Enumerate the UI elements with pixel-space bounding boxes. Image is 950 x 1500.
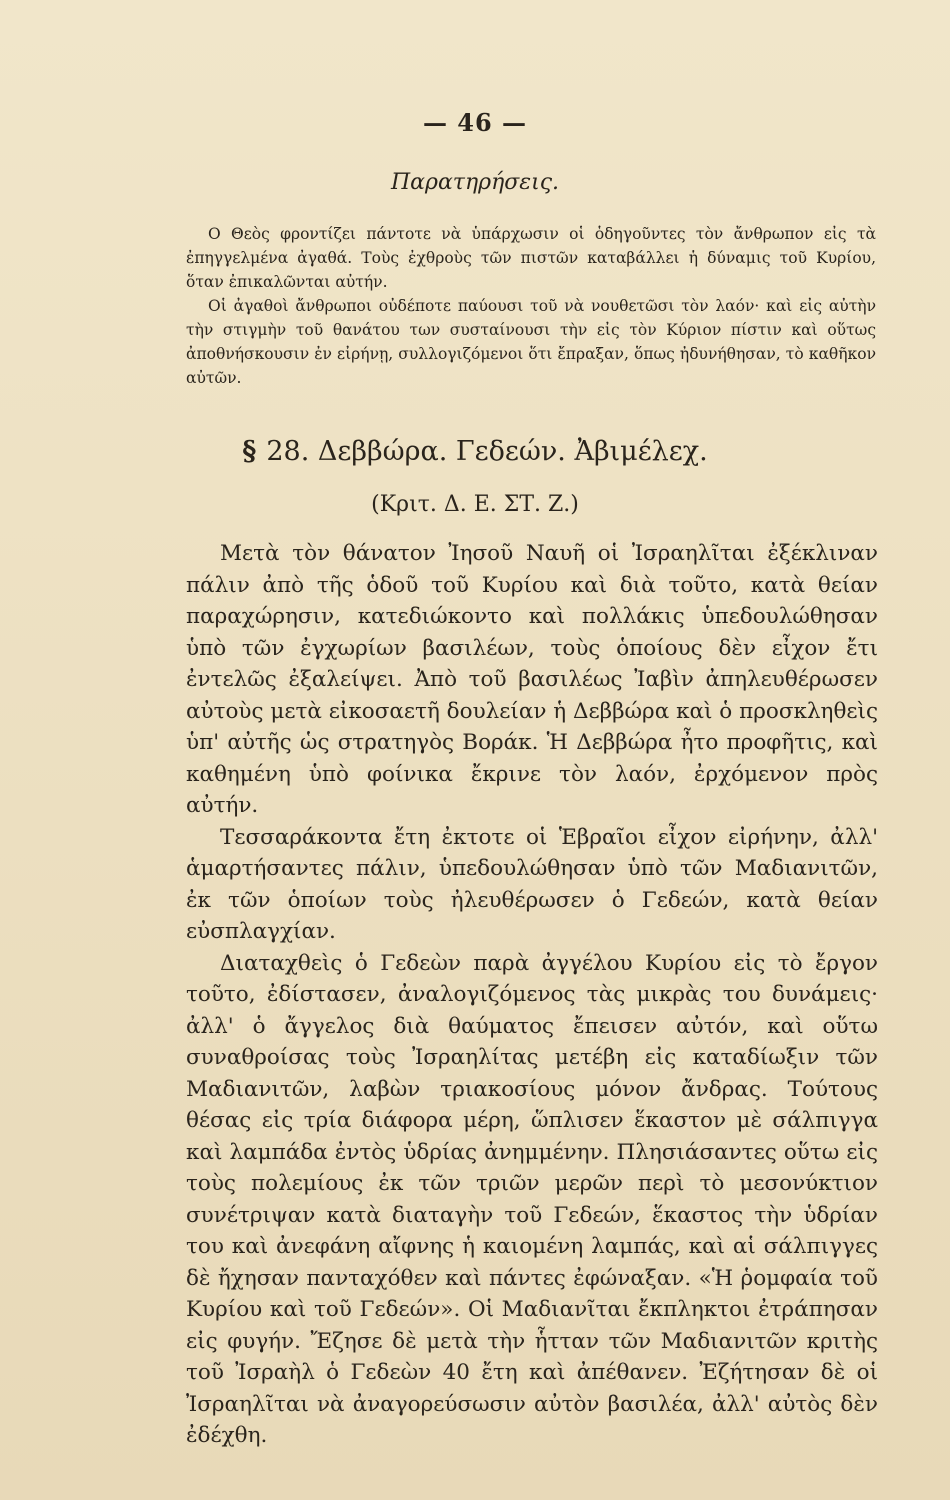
notes-block [186,222,876,390]
body-paragraph: Τεσσαράκοντα ἔτη ἐκτοτε οἱ Ἑβραῖοι εἶχον εἰρήνην, ἀλλ' ἁμαρτήσαντες πάλιν, ὑπεδουλώθησαν ὑπὸ τῶν Μαδιανιτῶν, ἐκ τῶν ὁποίων τοὺς ἠλευθέρωσεν ὁ Γεδεών, κατὰ θείαν εὐσπλαγχίαν. [186,824,878,944]
body-paragraph: Μετὰ τὸν θάνατον Ἰησοῦ Ναυῆ οἱ Ἰσραηλῖται ἐξέκλιναν πάλιν ἀπὸ τῆς ὁδοῦ τοῦ Κυρίου καὶ διὰ τοῦτο, κατὰ θείαν παραχώρησιν, κατεδιώκοντο καὶ πολλάκις ὑπεδουλώθησαν ὑπὸ τῶν ἐγχωρίων βασιλέων, τοὺς ὁποίους δὲν εἶχον ἔτι ἐντελῶς ἐξαλείψει. Ἀπὸ τοῦ βασιλέως Ἰαβὶν ἀπηλευθέρωσεν αὐτοὺς μετὰ εἰκοσαετῆ δουλείαν ἡ Δεββώρα καὶ ὁ προσκληθεὶς ὑπ' αὐτῆς ὡς στρατηγὸς Βοράκ. Ἡ Δεββώρα ἦτο προφῆτις, καὶ καθημένη ὑπὸ φοίνικα ἔκρινε τὸν λαόν, ἐρχόμενον πρὸς αὐτήν. [186,541,878,818]
body-paragraph: Διαταχθεὶς ὁ Γεδεὼν παρὰ ἀγγέλου Κυρίου εἰς τὸ ἔργον τοῦτο, ἐδίστασεν, ἀναλογιζόμενος τὰς μικρὰς του δυνάμεις· ἀλλ' ὁ ἄγγελος διὰ θαύματος ἔπεισεν αὐτόν, καὶ οὕτω συναθροίσας τοὺς Ἰσραηλίτας μετέβη εἰς καταδίωξιν τῶν Μαδιανιτῶν, λαβὼν τριακοσίους μόνον ἄνδρας. Τούτους θέσας εἰς τρία διάφορα μέρη, ὥπλισεν ἕκαστον μὲ σάλπιγγα καὶ λαμπάδα ἐντὸς ὑδρίας ἀνημμένην. Πλησιάσαντες οὕτω εἰς τοὺς πολεμίους ἐκ τῶν τριῶν μερῶν περὶ τὸ μεσονύκτιον συνέτριψαν κατὰ διαταγὴν τοῦ Γεδεών, ἕκαστος τὴν ὑδρίαν του καὶ ἀνεφάνη αἴφνης ἡ καιομένη λαμπάς, καὶ αἱ σάλπιγγες δὲ ἤχησαν πανταχόθεν καὶ πάντες ἐφώναξαν. «Ἡ ῥομφαία τοῦ Κυρίου καὶ τοῦ Γεδεών». Οἱ Μαδιανῖται ἔκπληκτοι ἐτράπησαν εἰς φυγήν. Ἔζησε δὲ μετὰ τὴν ἧτταν τῶν Μαδιανιτῶν κριτὴς τοῦ Ἰσραὴλ ὁ Γεδεὼν 40 ἔτη καὶ ἀπέθανεν. Ἐζήτησαν δὲ οἱ Ἰσραηλῖται νὰ ἀναγορεύσωσιν αὐτὸν βασιλέα, ἀλλ' αὐτὸς δὲν ἐδέχθη. [186,950,878,1448]
page-number: — 46 — [422,108,528,137]
scripture-reference: (Κριτ. Δ. Ε. ΣΤ. Ζ.) [371,492,579,517]
notes-heading: Παρατηρήσεις. [390,170,560,195]
section-title-text: 28. Δεββώρα. Γεδεών. Ἀβιμέλεχ. [266,436,708,467]
body-text [186,538,878,1452]
note-paragraph: Ο Θεὸς φροντίζει πάντοτε νὰ ὑπάρχωσιν οἱ ὁδηγοῦντες τὸν ἄνθρωπον εἰς τὰ ἐπηγγελμένα ἀγαθά. Τοὺς ἐχθροὺς τῶν πιστῶν καταβάλλει ἡ δύναμις τοῦ Κυρίου, ὅταν ἐπικαλῶνται αὐτήν. [186,225,876,291]
note-paragraph: Οἱ ἀγαθοὶ ἄνθρωποι οὐδέποτε παύουσι τοῦ νὰ νουθετῶσι τὸν λαόν· καὶ εἰς αὐτὴν τὴν στιγμὴν τοῦ θανάτου των συσταίνουσι τὴν εἰς τὸν Κύριον πίστιν καὶ οὕτως ἀποθνήσκουσιν ἐν εἰρήνῃ, συλλογιζόμενοι ὅτι ἔπραξαν, ὅπως ἠδυνήθησαν, τὸ καθῆκον αὐτῶν. [186,297,876,387]
section-sign: § [242,436,257,467]
section-title [0,436,950,467]
